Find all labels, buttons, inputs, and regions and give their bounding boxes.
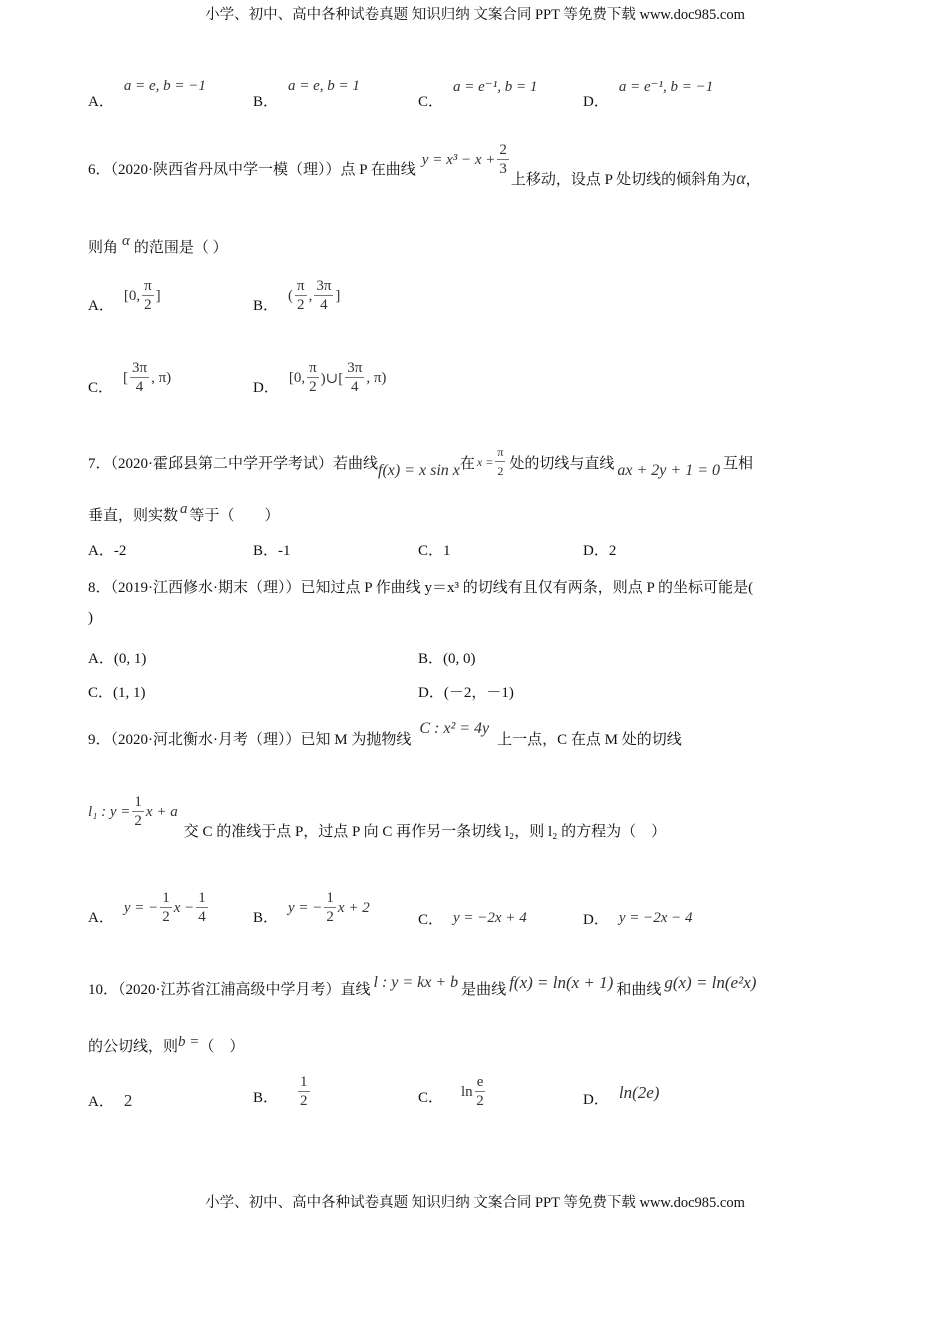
q8-option-d: D．(－2，－1) bbox=[418, 685, 514, 701]
option-label: C． bbox=[418, 94, 444, 110]
q10-text5: （ ） bbox=[199, 1039, 245, 1055]
math-text: y = −2x − 4 bbox=[618, 910, 693, 926]
q9-tangent-l1 bbox=[88, 794, 178, 831]
q5-option-a bbox=[88, 78, 206, 111]
math-text: [ bbox=[123, 370, 129, 386]
q7-text3: 处的切线与直线 bbox=[509, 456, 615, 472]
q7-stem bbox=[88, 444, 753, 481]
math-text: ax + 2y + 1 = 0 bbox=[617, 461, 720, 479]
q6-option-a bbox=[88, 278, 161, 315]
denominator: 2 bbox=[297, 297, 305, 313]
denominator: 4 bbox=[320, 297, 328, 313]
q7-option-d: D．2 bbox=[583, 543, 617, 559]
math-text: y = − bbox=[288, 900, 323, 916]
option-math bbox=[288, 78, 360, 95]
q7-a bbox=[180, 501, 188, 518]
math-text: l : y = kx + b bbox=[373, 973, 459, 991]
math-text: )∪[ bbox=[320, 371, 344, 387]
fraction bbox=[142, 278, 154, 315]
option-math bbox=[619, 910, 693, 927]
q10-f bbox=[509, 973, 613, 993]
denominator: 2 bbox=[134, 813, 142, 829]
option-math bbox=[124, 1091, 133, 1111]
denominator: 2 bbox=[300, 1093, 308, 1109]
option-label: C． bbox=[88, 380, 114, 396]
q10-option-a bbox=[88, 1090, 132, 1111]
math-text: ] bbox=[335, 288, 341, 304]
q9-stem bbox=[88, 719, 682, 749]
math-text: α bbox=[736, 168, 746, 188]
math-text: a = e⁻¹, b = 1 bbox=[453, 79, 538, 95]
fraction bbox=[324, 890, 336, 927]
math-text: x = bbox=[476, 455, 494, 469]
q8-stem-cont: ) bbox=[88, 610, 93, 626]
q9-line2 bbox=[88, 794, 667, 840]
numerator: e bbox=[476, 1074, 484, 1090]
q6-stem bbox=[88, 142, 761, 188]
option-math bbox=[124, 78, 206, 95]
numerator: 1 bbox=[326, 890, 334, 906]
fraction bbox=[475, 1074, 486, 1111]
q6-curve bbox=[422, 142, 511, 179]
math-text: a = e⁻¹, b = −1 bbox=[618, 79, 714, 95]
q9-option-c bbox=[418, 908, 527, 929]
math-text: a bbox=[180, 501, 188, 517]
q10-option-c bbox=[418, 1074, 487, 1111]
q8-option-a: A．(0, 1) bbox=[88, 651, 147, 667]
q9-option-d bbox=[583, 908, 693, 929]
math-text: α bbox=[122, 233, 130, 249]
q7-text2: 在 bbox=[459, 456, 475, 472]
q10-line bbox=[374, 974, 459, 992]
q7-line2 bbox=[88, 501, 280, 525]
math-text: [0, bbox=[288, 370, 306, 386]
q7-point bbox=[477, 444, 508, 481]
option-math bbox=[124, 278, 161, 315]
q5-option-b bbox=[253, 78, 360, 111]
math-text: a = e, b = 1 bbox=[288, 78, 360, 94]
denominator: 4 bbox=[351, 379, 359, 395]
fraction bbox=[130, 360, 149, 397]
fraction bbox=[345, 360, 364, 397]
q9-text: 9．（2020·河北衡水·月考（理））已知 M 为抛物线 bbox=[88, 732, 412, 748]
denominator: 4 bbox=[198, 909, 206, 925]
numerator: 1 bbox=[300, 1074, 308, 1090]
q7-text6: 等于（ ） bbox=[189, 508, 280, 524]
q6-text2: 上移动，设点 P 处切线的倾斜角为 bbox=[510, 172, 737, 188]
option-math bbox=[288, 890, 370, 927]
option-math bbox=[124, 890, 210, 927]
fraction bbox=[497, 142, 509, 179]
fraction bbox=[314, 278, 333, 315]
math-text: x − bbox=[173, 900, 195, 916]
q6-option-b bbox=[253, 278, 340, 315]
option-label: B． bbox=[253, 94, 279, 110]
numerator: π bbox=[144, 278, 152, 294]
q9-option-a bbox=[88, 890, 210, 927]
option-math bbox=[453, 77, 537, 96]
q7-text5: 垂直，则实数 bbox=[88, 508, 179, 524]
fraction bbox=[307, 360, 319, 397]
q5-option-c bbox=[418, 79, 538, 111]
q10-stem bbox=[88, 972, 757, 999]
denominator: 2 bbox=[144, 297, 152, 313]
option-math bbox=[289, 360, 387, 397]
math-text: f(x) = ln(x + 1) bbox=[509, 972, 614, 992]
option-math bbox=[288, 278, 340, 315]
q8-stem: 8．（2019·江西修水·期末（理））已知过点 P 作曲线 y＝x³ 的切线有且仅有两条，则点 P 的坐标可能是( bbox=[88, 580, 754, 596]
denominator: 4 bbox=[135, 379, 144, 395]
q10-line2 bbox=[88, 1035, 244, 1056]
fraction bbox=[160, 890, 172, 927]
math-text: 2 bbox=[123, 1090, 133, 1110]
math-text: , bbox=[308, 288, 313, 304]
math-text: ln bbox=[461, 1084, 473, 1100]
option-label: D． bbox=[583, 1092, 609, 1108]
q9-text3: 交 C 的准线于点 P，过点 P 向 C 再作另一条切线 l₂，则 l₂ 的方程为（ ） bbox=[183, 824, 667, 840]
math-text: f(x) = x sin x bbox=[378, 461, 460, 479]
q10-text3: 和曲线 bbox=[616, 982, 662, 998]
q8-option-c: C．(1, 1) bbox=[88, 685, 146, 701]
math-text: x + 2 bbox=[337, 900, 370, 916]
math-text: [0, bbox=[123, 288, 141, 304]
q7-function bbox=[378, 462, 460, 480]
q9-option-b bbox=[253, 890, 370, 927]
numerator: 1 bbox=[162, 890, 170, 906]
q10-text2: 是曲线 bbox=[461, 982, 507, 998]
fraction bbox=[196, 890, 208, 927]
denominator: 2 bbox=[497, 464, 504, 478]
option-math bbox=[461, 1074, 487, 1111]
option-label: D． bbox=[583, 94, 609, 110]
fraction bbox=[295, 278, 307, 315]
option-label: C． bbox=[418, 912, 444, 928]
numerator: 1 bbox=[198, 890, 206, 906]
q7-option-c: C．1 bbox=[418, 543, 451, 559]
q5-option-d bbox=[583, 79, 714, 111]
math-text: , π) bbox=[151, 370, 172, 386]
alpha bbox=[122, 233, 130, 250]
numerator: 3π bbox=[132, 360, 148, 376]
q7-text4: 互相 bbox=[723, 456, 754, 472]
alpha bbox=[736, 168, 745, 189]
numerator: π bbox=[297, 278, 305, 294]
math-text: y = x³ − x + bbox=[421, 152, 496, 168]
q7-line-eq bbox=[617, 462, 720, 480]
page-header: 小学、初中、高中各种试卷真题 知识归纳 文案合同 PPT 等免费下载 www.doc985.com bbox=[205, 7, 745, 23]
q6-line2 bbox=[88, 233, 228, 257]
math-text: y = −2x + 4 bbox=[453, 910, 527, 926]
math-text: b = bbox=[178, 1034, 200, 1050]
option-label: C． bbox=[418, 1090, 444, 1106]
denominator: 2 bbox=[326, 909, 334, 925]
option-math bbox=[619, 1083, 660, 1103]
option-label: A． bbox=[88, 298, 114, 314]
math-text: l₁ : y = bbox=[88, 804, 131, 820]
q10-text: 10．（2020·江苏省江浦高级中学月考）直线 bbox=[88, 982, 371, 998]
fraction bbox=[132, 794, 144, 831]
numerator: 3π bbox=[347, 360, 363, 376]
numerator: 3π bbox=[316, 278, 332, 294]
option-label: B． bbox=[253, 298, 279, 314]
denominator: 2 bbox=[309, 379, 317, 395]
denominator: 3 bbox=[499, 161, 507, 177]
q6-option-c bbox=[88, 360, 171, 397]
q10-g bbox=[664, 973, 756, 993]
math-text: a = e, b = −1 bbox=[123, 78, 206, 94]
math-text: g(x) = ln(e²x) bbox=[664, 972, 757, 992]
numerator: π bbox=[495, 444, 505, 462]
option-label: B． bbox=[253, 1090, 279, 1106]
fraction bbox=[495, 444, 505, 481]
math-text: C : x² = 4y bbox=[419, 719, 490, 737]
numerator: π bbox=[309, 360, 317, 376]
option-math bbox=[453, 910, 527, 927]
denominator: 2 bbox=[476, 1093, 484, 1109]
q10-text4: 的公切线，则 bbox=[88, 1039, 179, 1055]
numerator: 2 bbox=[499, 142, 507, 158]
option-math bbox=[123, 360, 171, 397]
q6-comma: ， bbox=[745, 172, 761, 188]
q9-parabola bbox=[419, 720, 489, 738]
q7-option-b: B．-1 bbox=[253, 543, 291, 559]
page-footer: 小学、初中、高中各种试卷真题 知识归纳 文案合同 PPT 等免费下载 www.doc985.com bbox=[205, 1195, 745, 1211]
option-label: A． bbox=[88, 1094, 114, 1110]
q7-text: 7．（2020·霍邱县第二中学开学考试）若曲线 bbox=[88, 456, 378, 472]
math-text: y = − bbox=[123, 900, 159, 916]
math-text: ] bbox=[155, 288, 161, 304]
q9-text2: 上一点，C 在点 M 处的切线 bbox=[497, 732, 682, 748]
q10-option-b bbox=[253, 1074, 312, 1111]
numerator: 1 bbox=[134, 794, 142, 810]
math-text: x + a bbox=[145, 804, 178, 820]
fraction bbox=[298, 1074, 310, 1111]
q6-text4: 的范围是（ ） bbox=[133, 240, 228, 256]
option-math bbox=[619, 77, 713, 96]
denominator: 2 bbox=[162, 909, 170, 925]
q6-text3: 则角 bbox=[88, 240, 119, 256]
math-text: ( bbox=[288, 288, 294, 304]
q6-option-d bbox=[253, 360, 386, 397]
q10-option-d bbox=[583, 1082, 660, 1109]
q10-b bbox=[178, 1034, 199, 1051]
option-label: A． bbox=[88, 910, 114, 926]
option-label: B． bbox=[253, 910, 279, 926]
option-label: A． bbox=[88, 94, 114, 110]
q7-option-a: A．-2 bbox=[88, 543, 127, 559]
math-text: , π) bbox=[366, 370, 387, 386]
option-label: D． bbox=[253, 380, 279, 396]
option-math bbox=[296, 1074, 312, 1111]
math-text: ln(2e) bbox=[618, 1082, 660, 1102]
option-label: D． bbox=[583, 912, 609, 928]
q6-text: 6．（2020·陕西省丹凤中学一模（理））点 P 在曲线 bbox=[88, 162, 416, 178]
q8-option-b: B．(0, 0) bbox=[418, 651, 476, 667]
